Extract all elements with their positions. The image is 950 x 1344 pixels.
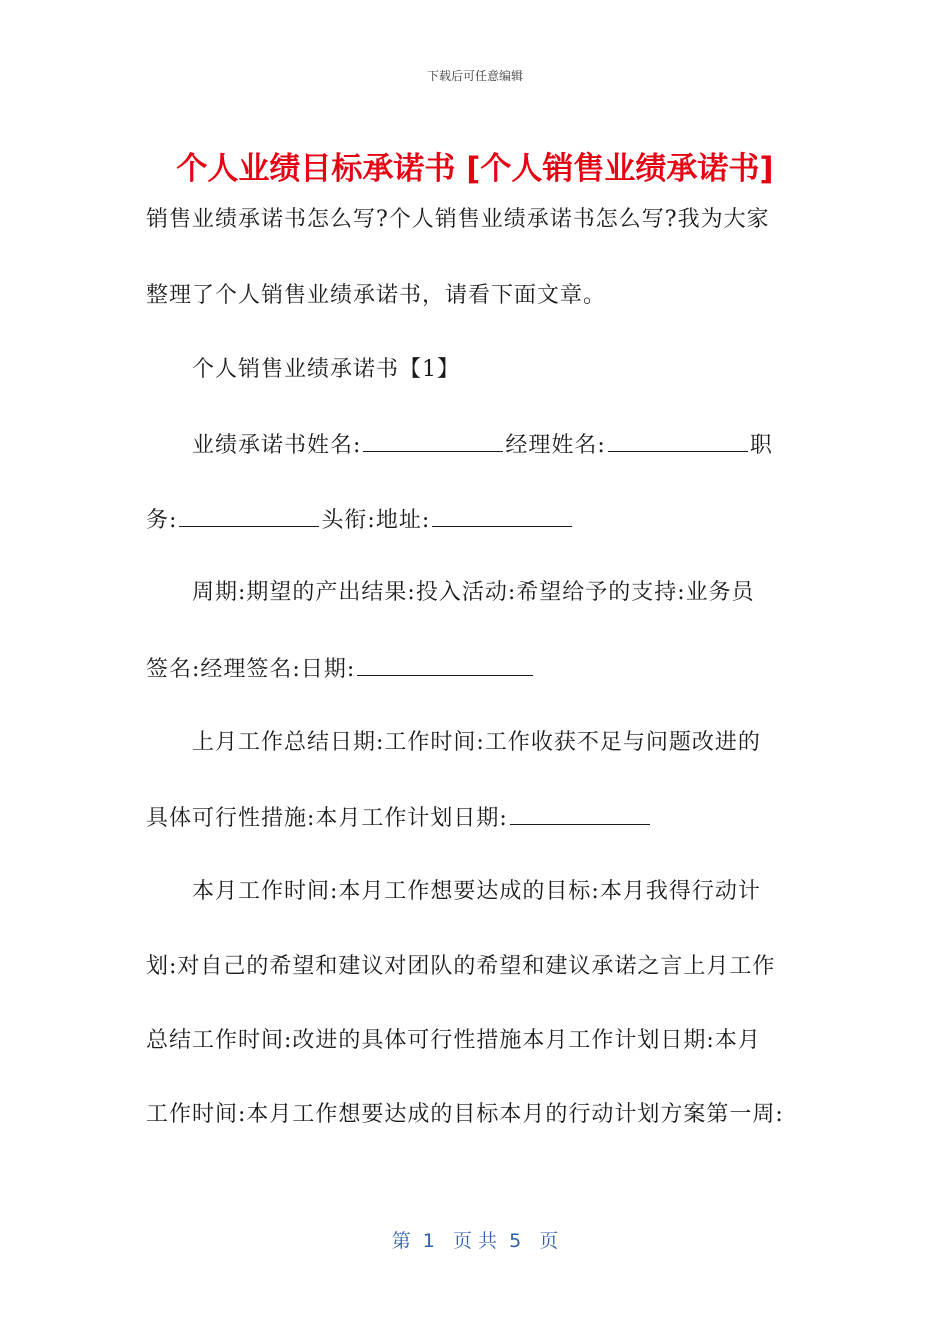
plan-date-label: 具体可行性措施:本月工作计划日期: bbox=[146, 806, 508, 831]
paragraph-line: 上月工作总结日期:工作时间:工作收获不足与问题改进的 bbox=[192, 730, 761, 755]
form-line-signature bbox=[146, 653, 535, 685]
form-line-position bbox=[146, 504, 574, 536]
position-blank bbox=[179, 504, 319, 527]
paragraph-line: 工作时间:本月工作想要达成的目标本月的行动计划方案第一周: bbox=[146, 1102, 784, 1127]
name-blank bbox=[363, 429, 503, 452]
header-note: 下载后可任意编辑 bbox=[426, 69, 523, 83]
paragraph-line: 周期:期望的产出结果:投入活动:希望给予的支持:业务员 bbox=[192, 580, 755, 605]
date-blank bbox=[357, 653, 533, 676]
paragraph-line: 销售业绩承诺书怎么写?个人销售业绩承诺书怎么写?我为大家 bbox=[146, 207, 770, 232]
position-label-end: 务: bbox=[146, 508, 178, 533]
name-label: 业绩承诺书姓名: bbox=[192, 433, 362, 458]
section-heading: 个人销售业绩承诺书【1】 bbox=[192, 357, 460, 382]
paragraph-line: 总结工作时间:改进的具体可行性措施本月工作计划日期:本月 bbox=[146, 1028, 761, 1053]
plan-date-blank bbox=[510, 802, 650, 825]
form-line-name bbox=[192, 429, 773, 461]
address-blank bbox=[432, 504, 572, 527]
page-number-footer: 第 1 页 共 5 页 bbox=[391, 1230, 559, 1252]
form-line-plan-date bbox=[146, 802, 652, 834]
manager-name-label: 经理姓名: bbox=[505, 433, 606, 458]
paragraph-line: 整理了个人销售业绩承诺书，请看下面文章。 bbox=[146, 283, 607, 308]
signature-label: 签名:经理签名:日期: bbox=[146, 657, 356, 682]
paragraph-line: 本月工作时间:本月工作想要达成的目标:本月我得行动计 bbox=[192, 879, 761, 904]
title-address-label: 头衔:地址: bbox=[321, 508, 431, 533]
manager-name-blank bbox=[608, 429, 748, 452]
position-label-start: 职 bbox=[749, 433, 773, 458]
paragraph-line: 划:对自己的希望和建议对团队的希望和建议承诺之言上月工作 bbox=[146, 954, 776, 979]
document-title: 个人业绩目标承诺书 [个人销售业绩承诺书] bbox=[176, 151, 774, 187]
